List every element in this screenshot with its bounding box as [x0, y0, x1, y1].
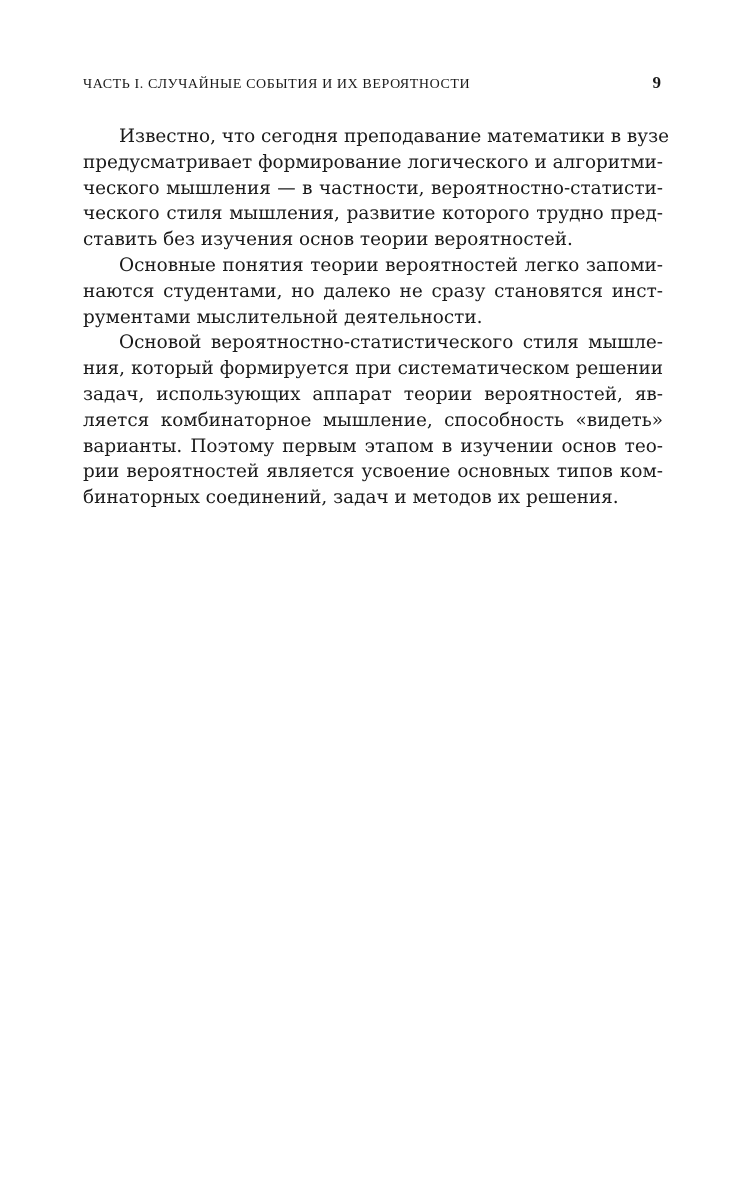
- text-line: рии вероятностей является усвоение основных типов ком-: [83, 461, 663, 483]
- text-line: Известно, что сегодня преподавание математики в вузе: [119, 126, 669, 147]
- paragraph-1: [83, 124, 669, 253]
- text-line: Основой вероятностно-статистического стиля мышле-: [119, 332, 663, 354]
- page-number: 9: [652, 73, 661, 92]
- book-page: [83, 0, 669, 1180]
- paragraph-3: [83, 330, 663, 511]
- text-line: задач, использующих аппарат теории вероятностей, яв-: [83, 383, 663, 405]
- text-line: Основные понятия теории вероятностей легко запоми-: [119, 254, 663, 276]
- text-line: ческого стиля мышления, развитие которого трудно пред-: [83, 203, 663, 225]
- text-line: ческого мышления — в частности, вероятностно-статисти-: [83, 177, 663, 199]
- text-line: ния, который формируется при систематическом решении: [83, 358, 663, 380]
- paragraph-2: [83, 253, 663, 330]
- text-line: варианты. Поэтому первым этапом в изучении основ тео-: [83, 435, 663, 457]
- running-head: [83, 73, 663, 95]
- text-line: ляется комбинаторное мышление, способность «видеть»: [83, 409, 663, 431]
- text-line: предусматривает формирование логического и алгоритми-: [83, 151, 663, 173]
- text-line: наются студентами, но далеко не сразу становятся инст-: [83, 280, 663, 302]
- text-line: ставить без изучения основ теории вероятностей.: [83, 229, 573, 251]
- text-line: рументами мыслительной деятельности.: [83, 306, 483, 328]
- section-title: ЧАСТЬ I. СЛУЧАЙНЫЕ СОБЫТИЯ И ИХ ВЕРОЯТНОСТИ: [83, 77, 471, 92]
- body-text: [83, 124, 669, 511]
- text-line: бинаторных соединений, задач и методов их решения.: [83, 487, 619, 509]
